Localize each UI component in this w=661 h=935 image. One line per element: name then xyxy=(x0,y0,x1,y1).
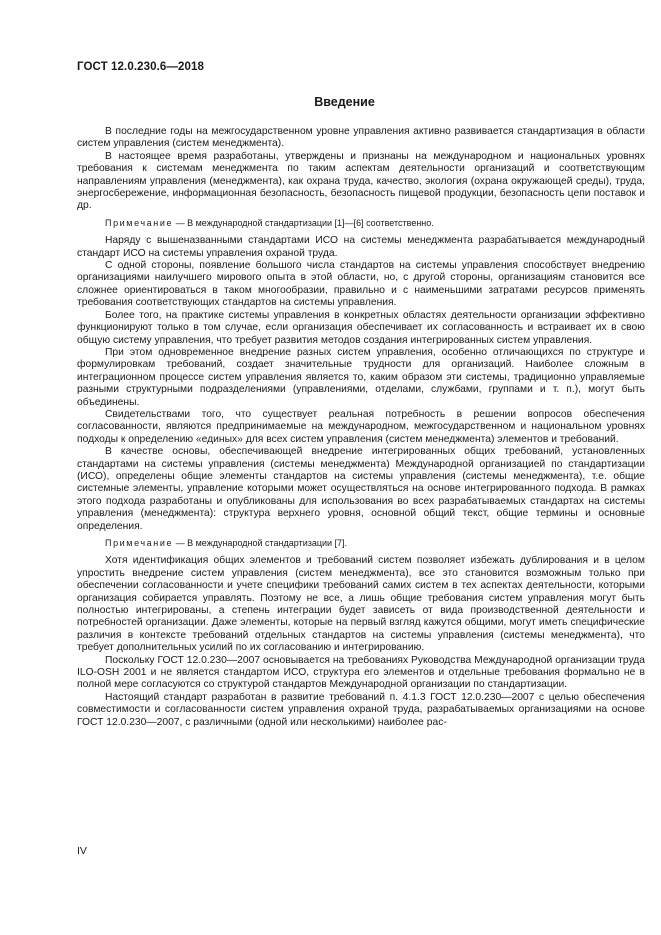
paragraph: Поскольку ГОСТ 12.0.230—2007 основывается на требованиях Руководства Международной организации труда ILO-OSH 2001 и не является стандартом ИСО, структура его элементов и отдельные требования формально не в полной мере согласуются со структурой стандартов Международной организации по стандартизации. xyxy=(77,654,645,691)
paragraph: С одной стороны, появление большого числа стандартов на системы управления способствует внедрению организациями наилучшего мирового опыта в этой области, но, с другой стороны, организациям становится все сложнее ориентироваться в таком многообразии, правильно и с наименьшими затратами ресурсов применять требования соответствующих стандартов на системы управления. xyxy=(77,260,645,309)
paragraph: При этом одновременное внедрение разных систем управления, особенно отличающихся по структуре и формулировкам требований, создает значительные трудности для организаций. Наиболее сложным в интеграционном процессе систем управления является то, каким образом эти системы, традиционно управляемые разными структурными подразделениями (управлениями, отделами, службами, группами и т. п.), могут быть объединены. xyxy=(77,346,645,408)
document-code: ГОСТ 12.0.230.6—2018 xyxy=(77,61,204,73)
note-text: — В международной стандартизации [1]—[6] соответственно. xyxy=(173,217,434,228)
page-number: IV xyxy=(77,845,87,857)
paragraph: В качестве основы, обеспечивающей внедрение интегрированных общих требований, установленных стандартами на системы управления (системы менеджмента) Международной организацией по стандартизации (ИСО), определены общие элементы стандартов на системы управления (системы менеджмента), т.е. общие системные элементы, управление которыми может осуществляться на основе интегрированного подхода. В рамках этого подхода разработаны и опубликованы для использования во всех разрабатываемых стандартах на системы управления (менеджмента): структура верхнего уровня, основной общий текст, общие термины и основные определения. xyxy=(77,446,645,532)
paragraph: Более того, на практике системы управления в конкретных областях деятельности организации эффективно функционируют только в том случае, если организация обеспечивает их согласованность и встраивает их в свою общую систему управления, что требует развития методов создания интегрированных систем управления. xyxy=(77,309,645,346)
paragraph: Наряду с вышеназванными стандартами ИСО на системы менеджмента разрабатывается международный стандарт ИСО на системы управления охраной труда. xyxy=(77,235,645,259)
paragraph: Настоящий стандарт разработан в развитие требований п. 4.1.3 ГОСТ 12.0.230—2007 с целью обеспечения совместимости и согласованности систем управления охраной труда, разрабатываемых организациями на основе ГОСТ 12.0.230—2007, с различными (одной или несколькими) наиболее рас- xyxy=(77,691,645,728)
note xyxy=(77,537,645,549)
note-text: — В международной стандартизации [7]. xyxy=(173,538,348,548)
paragraph: В последние годы на межгосударственном уровне управления активно развивается стандартизация в области систем управления (систем менеджмента). xyxy=(77,126,645,150)
paragraph: В настоящее время разработаны, утверждены и признаны на международном и национальных уровнях требования к системам менеджмента по таким аспектам деятельности организаций и соответствующим направлениям управления (менеджмента), как охрана труда, качество, экология (охрана окружающей среды), труда, энергосбережение, информационная безопасность, безопасность пищевой продукции, безопасность цепи поставок и др. xyxy=(77,150,645,212)
section-title: Введение xyxy=(314,95,375,109)
paragraph: Свидетельствами того, что существует реальная потребность в решении вопросов обеспечения согласованности, являются предпринимаемые на международном, межгосударственном и национальном уровнях подходы к определению «единых» для всех систем управления (систем менеджмента) элементов и требований. xyxy=(77,408,645,445)
note xyxy=(77,217,645,229)
paragraph: Хотя идентификация общих элементов и требований систем позволяет избежать дублирования и в целом упростить внедрение систем управления (систем менеджмента), все это становится возможным только при обеспечении согласованности и учете специфики требований самих систем в тех аспектах деятельности, которыми организация собирается управлять. Поэтому не все, а лишь общие требования систем управления могут быть полностью интегрированы, а степень интеграции будет зависеть от вида производственной деятельности и потребностей организации. Даже элементы, которые на первый взгляд кажутся общими, могут иметь специфические различия в контексте требований отдельных стандартов на системы управления (системы менеджмента), что требует дополнительных усилий по их согласованию и интегрированию. xyxy=(77,555,645,654)
note-label: Примечание xyxy=(105,217,174,228)
note-label: Примечание xyxy=(105,538,174,548)
body-text xyxy=(77,126,645,729)
